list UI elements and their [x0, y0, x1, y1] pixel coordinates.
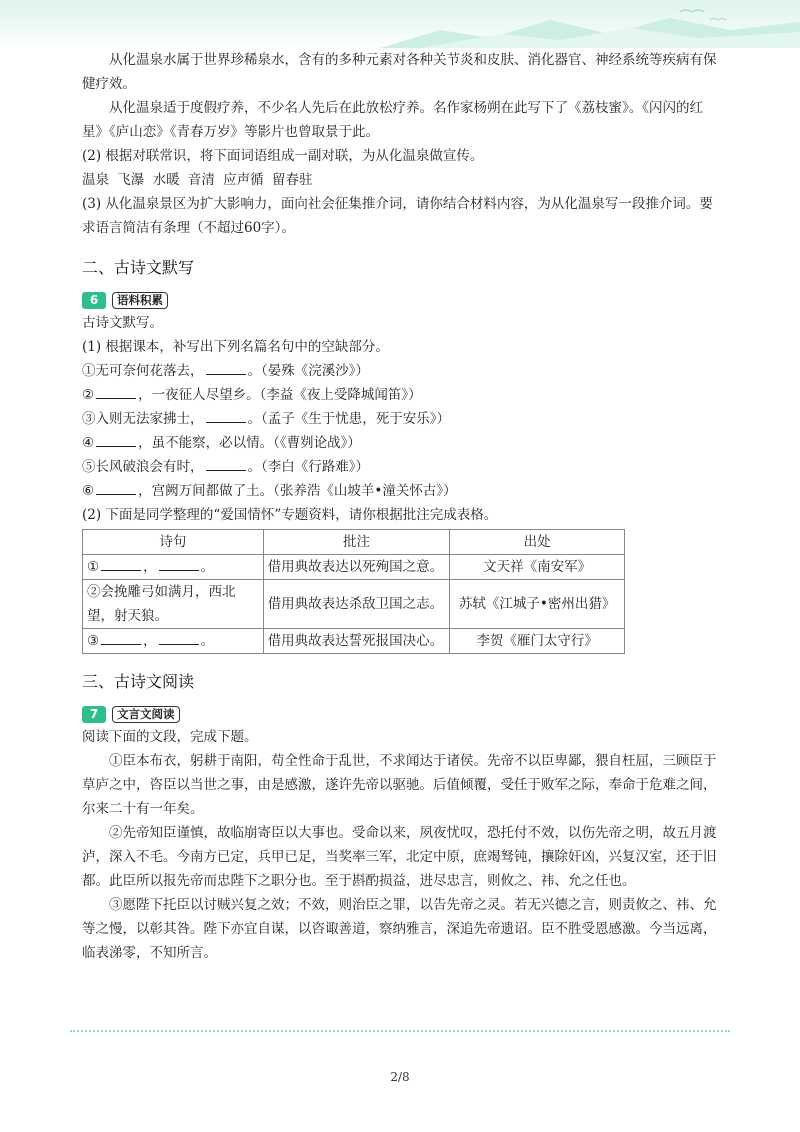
- mountain-decoration-icon: [380, 0, 800, 48]
- table-cell-source: 李贺《雁门太守行》: [450, 629, 625, 654]
- q7-paragraph-2: ②先帝知臣谨慎，故临崩寄臣以大事也。受命以来，夙夜忧叹，恐托付不效，以伤先帝之明，故五月渡泸，深入不毛。今南方已定，兵甲已足，当奖率三军，北定中原，庶竭驽钝，攘除奸凶，兴复汉室，还于旧都。此臣所以报先帝而忠陛下之职分也。至于斟酌损益，进尽忠言，则攸之、祎、允之任也。: [82, 825, 717, 889]
- table-row: [83, 555, 625, 580]
- q5-part3: (3) 从化温泉景区为扩大影响力，面向社会征集推介词，请你结合材料内容，为从化温泉写一段推介词。要求语言简洁有条理（不超过60字）。: [82, 196, 713, 236]
- q6-item-2: ② ，一夜征人尽望乡。（李益《夜上受降城闻笛》）: [82, 387, 422, 403]
- q6-item-1: ①无可奈何花落去， 。（晏殊《浣溪沙》）: [82, 363, 369, 379]
- table-header-poem: 诗句: [83, 530, 264, 555]
- answer-blank[interactable]: [206, 457, 246, 471]
- page-content: [82, 48, 722, 965]
- q6-part1: (1) 根据课本，补写出下列名篇名句中的空缺部分。: [82, 339, 389, 355]
- table-cell-poem: ① ， 。: [83, 555, 264, 580]
- header-decoration: [0, 0, 800, 48]
- q7-paragraph-3: ③愿陛下托臣以讨贼兴复之效；不效，则治臣之罪，以告先帝之灵。若无兴德之言，则责攸之、祎、允等之慢，以彰其咎。陛下亦宜自谋，以咨诹善道，察纳雅言，深追先帝遗诏。臣不胜受恩感激。今当远离，临表涕零，不知所言。: [82, 897, 717, 961]
- q6-number-badge: 6: [82, 292, 106, 309]
- intro-paragraph-2: 从化温泉适于度假疗养，不少名人先后在此放松疗养。名作家杨朔在此写下了《荔枝蜜》。《闪闪的红星》《庐山恋》《青春万岁》等影片也曾取景于此。: [82, 100, 703, 140]
- table-cell-source: 文天祥《南安军》: [450, 555, 625, 580]
- q7-tag: 文言文阅读: [112, 706, 180, 723]
- table-row: [83, 580, 625, 629]
- footer-divider: [70, 1030, 730, 1032]
- table-cell-note: 借用典故表达誓死报国决心。: [263, 629, 450, 654]
- answer-blank[interactable]: [101, 557, 141, 571]
- table-row: [83, 629, 625, 654]
- q7-header: [82, 706, 722, 723]
- answer-blank[interactable]: [206, 409, 246, 423]
- q6-instruction: 古诗文默写。: [82, 315, 163, 331]
- table-header-row: [83, 530, 625, 555]
- q6-item-6: ⑥ ，宫阙万间都做了土。（张养浩《山坡羊•潼关怀古》）: [82, 483, 457, 499]
- q6-item-5: ⑤长风破浪会有时， 。（李白《行路难》）: [82, 459, 369, 475]
- table-cell-note: 借用典故表达以死殉国之意。: [263, 555, 450, 580]
- q6-header: [82, 292, 722, 309]
- answer-blank[interactable]: [159, 557, 199, 571]
- q6-item-4: ④ ，虽不能察，必以情。（《曹刿论战》）: [82, 435, 361, 451]
- table-cell-poem: ③ ， 。: [83, 629, 264, 654]
- q6-item-3: ③入则无法家拂士， 。（孟子《生于忧患，死于安乐》）: [82, 411, 450, 427]
- table-cell-source: 苏轼《江城子•密州出猎》: [450, 580, 625, 629]
- answer-blank[interactable]: [206, 361, 246, 375]
- table-cell-note: 借用典故表达杀敌卫国之志。: [263, 580, 450, 629]
- table-header-source: 出处: [450, 530, 625, 555]
- answer-blank[interactable]: [96, 385, 136, 399]
- patriotism-table: [82, 529, 625, 654]
- q7-instruction: 阅读下面的文段，完成下题。: [82, 729, 258, 745]
- intro-paragraph-1: 从化温泉水属于世界珍稀泉水，含有的多种元素对各种关节炎和皮肤、消化器官、神经系统等疾病有保健疗效。: [82, 52, 717, 92]
- table-header-note: 批注: [263, 530, 450, 555]
- answer-blank[interactable]: [96, 433, 136, 447]
- section3-title: 三、古诗文阅读: [82, 672, 195, 691]
- table-cell-poem: ②会挽雕弓如满月，西北望，射天狼。: [83, 580, 264, 629]
- answer-blank[interactable]: [101, 631, 141, 645]
- section2-title: 二、古诗文默写: [82, 258, 195, 277]
- q7-number-badge: 7: [82, 706, 106, 723]
- q6-tag: 语料积累: [112, 292, 168, 309]
- q5-part2: (2) 根据对联常识，将下面词语组成一副对联，为从化温泉做宣传。: [82, 148, 484, 164]
- q5-words: 温泉 飞瀑 水暖 音清 应声循 留春驻: [82, 172, 313, 188]
- answer-blank[interactable]: [96, 481, 136, 495]
- page-number: 2/8: [390, 1070, 410, 1084]
- answer-blank[interactable]: [159, 631, 199, 645]
- q7-paragraph-1: ①臣本布衣，躬耕于南阳，苟全性命于乱世，不求闻达于诸侯。先帝不以臣卑鄙，猥自枉屈，三顾臣于草庐之中，咨臣以当世之事，由是感激，遂许先帝以驱驰。后值倾覆，受任于败军之际，奉命于危难之间，尔来二十有一年矣。: [82, 753, 717, 817]
- q6-part2: (2) 下面是同学整理的“爱国情怀”专题资料，请你根据批注完成表格。: [82, 507, 498, 523]
